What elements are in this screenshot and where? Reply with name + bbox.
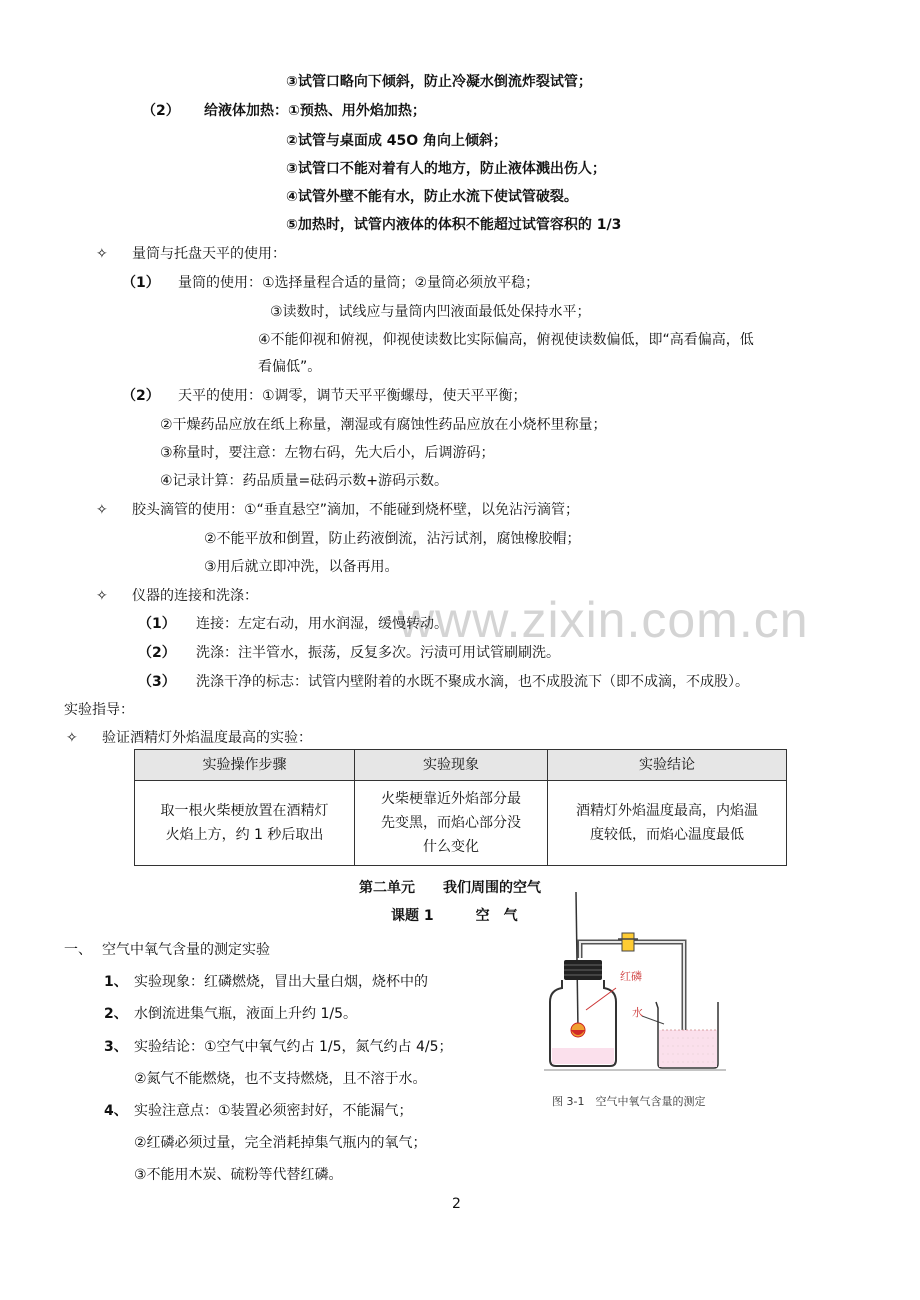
unit-title: 第二单元 我们周围的空气 bbox=[359, 880, 541, 896]
table-cell bbox=[548, 781, 787, 866]
heating-liquid-item3: ③试管口不能对着有人的地方，防止液体溅出伤人； bbox=[286, 161, 606, 177]
item-number: 2、 bbox=[104, 1006, 128, 1022]
item-number: 1、 bbox=[104, 974, 128, 990]
table-row bbox=[135, 781, 787, 866]
experiment-table bbox=[134, 749, 787, 866]
balance-label: （2） bbox=[122, 388, 160, 404]
oxygen-item4b: ②红磷必须过量，完全消耗掉集气瓶内的氧气； bbox=[134, 1135, 427, 1151]
cylinder-item3: ③读数时，试线应与量筒内凹液面最低处保持水平； bbox=[270, 304, 591, 320]
lesson-title: 课题 1 空 气 bbox=[391, 908, 518, 924]
label-leader bbox=[642, 1016, 664, 1024]
connection-item1: 连接：左定右动，用水润湿，缓慢转动。 bbox=[196, 616, 448, 632]
heating-liquid-item5: ⑤加热时，试管内液体的体积不能超过试管容积的 1/3 bbox=[286, 217, 622, 233]
water-label: 水 bbox=[632, 1006, 643, 1019]
connection-heading: 仪器的连接和洗涤： bbox=[132, 588, 258, 604]
cell-line: 先变黑，而焰心部分没 bbox=[381, 815, 521, 831]
oxygen-item3: 实验结论：①空气中氧气约占 1/5，氮气约占 4/5； bbox=[134, 1039, 453, 1055]
heating-liquid-item4: ④试管外壁不能有水，防止水流下使试管破裂。 bbox=[286, 189, 578, 205]
label-leader bbox=[586, 988, 616, 1010]
bullet-icon: ✧ bbox=[96, 588, 108, 604]
table-header-cell: 实验操作步骤 bbox=[135, 750, 355, 781]
item-number: 4、 bbox=[104, 1103, 128, 1119]
dropper-item3: ③用后就立即冲洗，以备再用。 bbox=[204, 559, 399, 575]
table-cell bbox=[135, 781, 355, 866]
bottle-water bbox=[552, 1048, 614, 1064]
table-header-cell: 实验现象 bbox=[355, 750, 548, 781]
connection-item3: 洗涤干净的标志：试管内壁附着的水既不聚成水滴，也不成股流下（即不成滴，不成股）。 bbox=[196, 674, 749, 690]
phosphorus-label: 红磷 bbox=[620, 970, 642, 983]
balance-item1: 天平的使用：①调零，调节天平平衡螺母，使天平平衡； bbox=[178, 388, 527, 404]
bullet-icon: ✧ bbox=[66, 730, 78, 746]
section-title: 空气中氧气含量的测定实验 bbox=[102, 942, 270, 958]
table-header-cell: 实验结论 bbox=[548, 750, 787, 781]
bullet-icon: ✧ bbox=[96, 246, 108, 262]
cell-line: 度较低，而焰心温度最低 bbox=[590, 827, 744, 843]
cell-line: 火焰上方，约 1 秒后取出 bbox=[165, 827, 324, 843]
oxygen-measurement-apparatus bbox=[540, 890, 730, 1120]
table-header-row bbox=[135, 750, 787, 781]
dropper-item2: ②不能平放和倒置，防止药液倒流，沾污试剂，腐蚀橡胶帽； bbox=[204, 531, 581, 547]
oxygen-item1: 实验现象：红磷燃烧，冒出大量白烟，烧杯中的 bbox=[134, 974, 428, 990]
clamp-icon bbox=[622, 933, 634, 951]
oxygen-item4: 实验注意点：①装置必须密封好，不能漏气； bbox=[134, 1103, 413, 1119]
beaker-water bbox=[659, 1030, 717, 1067]
guidance-heading: 实验指导： bbox=[64, 702, 134, 718]
heating-liquid-item2: ②试管与桌面成 45O 角向上倾斜； bbox=[286, 133, 507, 149]
guidance-subheading: 验证酒精灯外焰温度最高的实验： bbox=[102, 730, 312, 746]
cylinder-item4-line2: 看偏低”。 bbox=[258, 359, 322, 375]
oxygen-item4c: ③不能用木炭、硫粉等代替红磷。 bbox=[134, 1167, 343, 1183]
connection-label1: （1） bbox=[138, 616, 176, 632]
cell-line: 什么变化 bbox=[423, 839, 479, 855]
watermark: www.zixin.com.cn bbox=[398, 592, 809, 648]
connection-item2: 洗涤：注半管水，振荡，反复多次。污渍可用试管刷刷洗。 bbox=[196, 645, 560, 661]
figure-caption: 图 3-1 空气中氧气含量的测定 bbox=[552, 1095, 706, 1108]
cylinder-item1: 量筒的使用：①选择量程合适的量筒；②量筒必须放平稳； bbox=[178, 275, 540, 291]
table-cell bbox=[355, 781, 548, 866]
dropper-item1: 胶头滴管的使用：①“垂直悬空”滴加，不能碰到烧杯壁，以免沾污滴管； bbox=[132, 502, 580, 518]
balance-item3: ③称量时，要注意：左物右码，先大后小，后调游码； bbox=[160, 445, 495, 461]
cylinder-label: （1） bbox=[122, 275, 160, 291]
cell-line: 酒精灯外焰温度最高，内焰温 bbox=[576, 803, 758, 819]
cylinder-item4-line1: ④不能仰视和俯视，仰视使读数比实际偏高，俯视使读数偏低，即“高看偏高，低 bbox=[258, 332, 754, 348]
connection-label2: （2） bbox=[138, 645, 176, 661]
heating-solid-item3: ③试管口略向下倾斜，防止冷凝水倒流炸裂试管； bbox=[286, 74, 592, 90]
page-number: 2 bbox=[452, 1196, 461, 1212]
cell-line: 火柴梗靠近外焰部分最 bbox=[381, 791, 521, 807]
oxygen-item2: 水倒流进集气瓶，液面上升约 1/5。 bbox=[134, 1006, 357, 1022]
cylinder-balance-heading: 量筒与托盘天平的使用： bbox=[132, 246, 286, 262]
connection-label3: （3） bbox=[138, 674, 176, 690]
heating-liquid-item1: 给液体加热：①预热、用外焰加热； bbox=[204, 103, 426, 119]
oxygen-item3b: ②氮气不能燃烧，也不支持燃烧，且不溶于水。 bbox=[134, 1071, 427, 1087]
bullet-icon: ✧ bbox=[96, 502, 108, 518]
item-number: 3、 bbox=[104, 1039, 128, 1055]
cell-line: 取一根火柴梗放置在酒精灯 bbox=[160, 803, 329, 819]
section-number: 一、 bbox=[64, 942, 92, 958]
balance-item4: ④记录计算：药品质量=砝码示数+游码示数。 bbox=[160, 473, 449, 489]
balance-item2: ②干燥药品应放在纸上称量，潮湿或有腐蚀性药品应放在小烧杯里称量； bbox=[160, 417, 607, 433]
heating-liquid-label: （2） bbox=[142, 103, 180, 119]
